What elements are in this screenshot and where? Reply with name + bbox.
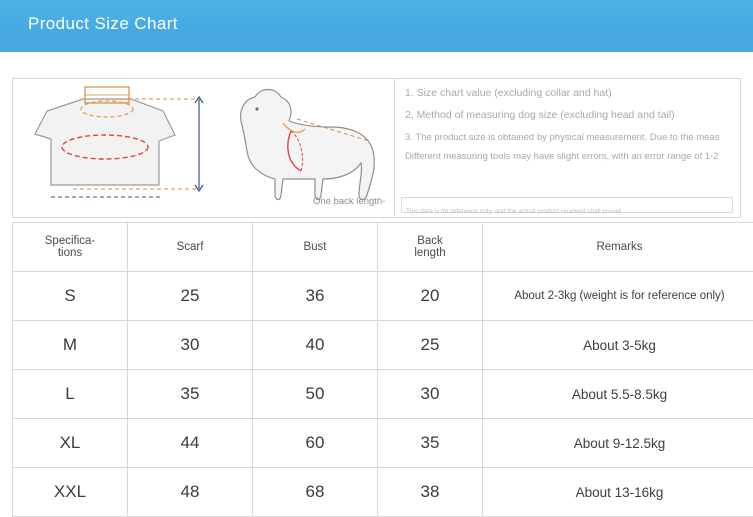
- page-title: Product Size Chart: [28, 14, 178, 34]
- header-scarf: Scarf: [128, 223, 253, 272]
- header-back-length: [378, 223, 483, 272]
- cell-remark: About 2-3kg (weight is for reference only): [483, 272, 753, 321]
- table-row: [13, 419, 753, 468]
- header-banner: [0, 0, 753, 52]
- cell-size: XL: [13, 419, 128, 468]
- cell-remark: About 5.5-8.5kg: [483, 370, 753, 419]
- cell-back-length: 35: [378, 419, 483, 468]
- header-back-line2: length: [379, 247, 481, 259]
- cell-remark: About 3-5kg: [483, 321, 753, 370]
- note-footnote-box: [401, 197, 733, 213]
- cell-back-length: 25: [378, 321, 483, 370]
- cell-scarf: 44: [128, 419, 253, 468]
- cell-bust: 40: [253, 321, 378, 370]
- header-back-line1: Back: [379, 235, 481, 247]
- note-footnote-text: This data is for reference only, and the actual product received shall prevail.: [406, 208, 623, 215]
- back-length-label: One back length-: [313, 196, 385, 207]
- cell-remark: About 9-12.5kg: [483, 419, 753, 468]
- note-line-2: 2, Method of measuring dog size (excluding head and tail): [405, 109, 735, 122]
- cell-bust: 50: [253, 370, 378, 419]
- table-row: [13, 272, 753, 321]
- notes-panel: [394, 79, 741, 217]
- illustration-notes-panel: [12, 78, 741, 218]
- header-remarks: Remarks: [483, 223, 753, 272]
- cell-scarf: 35: [128, 370, 253, 419]
- cell-bust: 36: [253, 272, 378, 321]
- table-row: [13, 321, 753, 370]
- cell-scarf: 48: [128, 468, 253, 517]
- cell-back-length: 20: [378, 272, 483, 321]
- cell-bust: 68: [253, 468, 378, 517]
- header-specifications-line2: tions: [14, 247, 126, 259]
- cell-size: S: [13, 272, 128, 321]
- note-line-4: Different measuring tools may have slight errors, with an error range of 1-2: [405, 150, 735, 163]
- note-line-1: 1. Size chart value (excluding collar and hat): [405, 87, 735, 100]
- cell-scarf: 25: [128, 272, 253, 321]
- size-table: [12, 222, 753, 517]
- note-line-3: 3. The product size is obtained by physical measurement. Due to the meas: [405, 131, 735, 144]
- header-specifications-line1: Specifica-: [14, 235, 126, 247]
- header-bust: Bust: [253, 223, 378, 272]
- table-header-row: [13, 223, 753, 272]
- cell-back-length: 30: [378, 370, 483, 419]
- cell-back-length: 38: [378, 468, 483, 517]
- cell-bust: 60: [253, 419, 378, 468]
- header-specifications: [13, 223, 128, 272]
- cell-size: M: [13, 321, 128, 370]
- cell-size: L: [13, 370, 128, 419]
- cell-size: XXL: [13, 468, 128, 517]
- cell-remark: About 13-16kg: [483, 468, 753, 517]
- cell-scarf: 30: [128, 321, 253, 370]
- table-row: [13, 370, 753, 419]
- table-row: [13, 468, 753, 517]
